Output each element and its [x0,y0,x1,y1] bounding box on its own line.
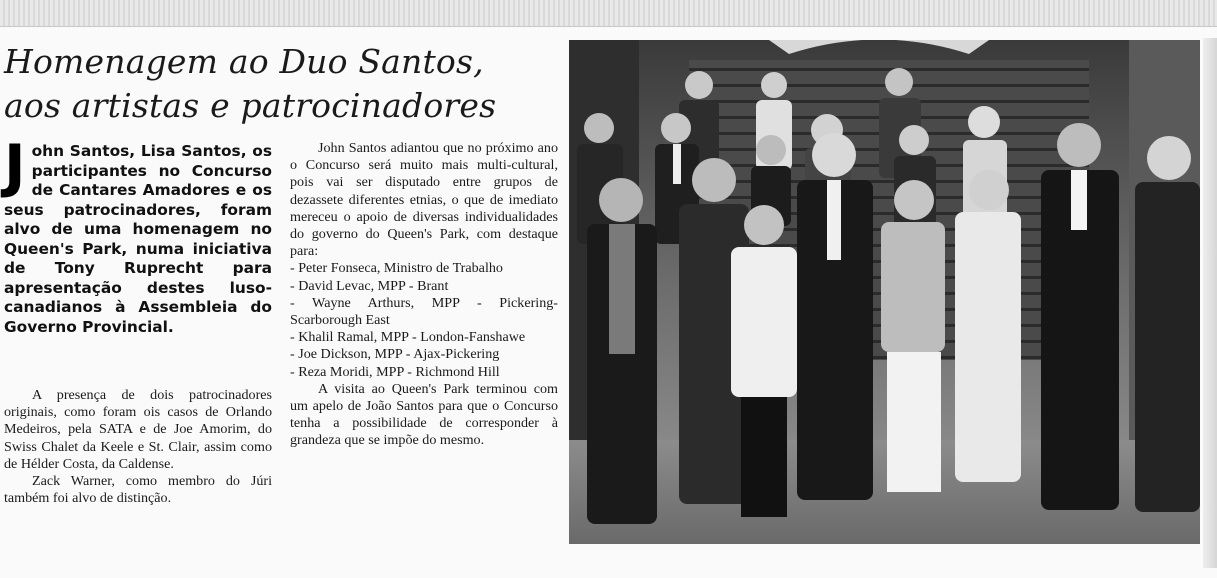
body-paragraph: Zack Warner, como membro do Júri também foi alvo de distinção. [4,473,272,507]
officials-list [290,260,558,380]
page-edge-shadow [1203,38,1217,568]
group-photo [569,40,1200,544]
list-item: - David Levac, MPP - Brant [290,277,449,294]
person-figure [1135,136,1200,512]
lead-text: ohn Santos, Lisa Santos, os participantes no Concurso de Cantares Amadores e os seus patrocinadores, foram alvo de uma homenagem no Queen's Park, numa iniciativa de Tony Ruprecht para apresentação destes luso-canadianos à Assembleia do Governo Provincial. [4,142,272,336]
drop-cap: J [4,132,26,200]
body-paragraph: A visita ao Queen's Park terminou com um apelo de João Santos para que o Concurso tenha a possibilidade de corresponder à grandeza que se impõe do mesmo. [290,380,558,449]
body-paragraph: John Santos adiantou que no próximo ano o Concurso será muito mais multi-cultural, pois vai ser disputado entre grupos de dezassete diferentes etnias, o que de imediato mereceu o apoio de diversas individualidades do governo do Queen's Park, com destaque para: [290,140,558,260]
page-top-strip [0,0,1217,27]
list-item: - Reza Moridi, MPP - Richmond Hill [290,363,500,380]
column-1-body [4,387,272,507]
article-headline [4,40,564,128]
person-figure [797,133,873,500]
group-photo-illustration [569,40,1200,544]
person-figure [955,170,1021,482]
person-figure [1041,123,1119,510]
person-figure [587,178,657,524]
headline-line-2: aos artistas e patrocinadores [4,86,497,125]
headline-line-1: Homenagem ao Duo Santos, [4,42,484,81]
list-item: - Khalil Ramal, MPP - London-Fanshawe [290,329,526,346]
person-figure [881,180,945,492]
list-item: - Joe Dickson, MPP - Ajax-Pickering [290,346,500,363]
body-paragraph: A presença de dois patrocinadores originais, como foram ois casos de Orlando Medeiros, pela SATA e de Joe Amorim, do Swiss Chalet da Keele e St. Clair, assim como de Hélder Costa, da Caldense. [4,387,272,472]
column-2-body [290,140,558,450]
list-item: - Wayne Arthurs, MPP - Pickering-Scarborough East [290,294,558,329]
list-item: - Peter Fonseca, Ministro de Trabalho [290,260,503,277]
lead-paragraph [4,132,272,337]
